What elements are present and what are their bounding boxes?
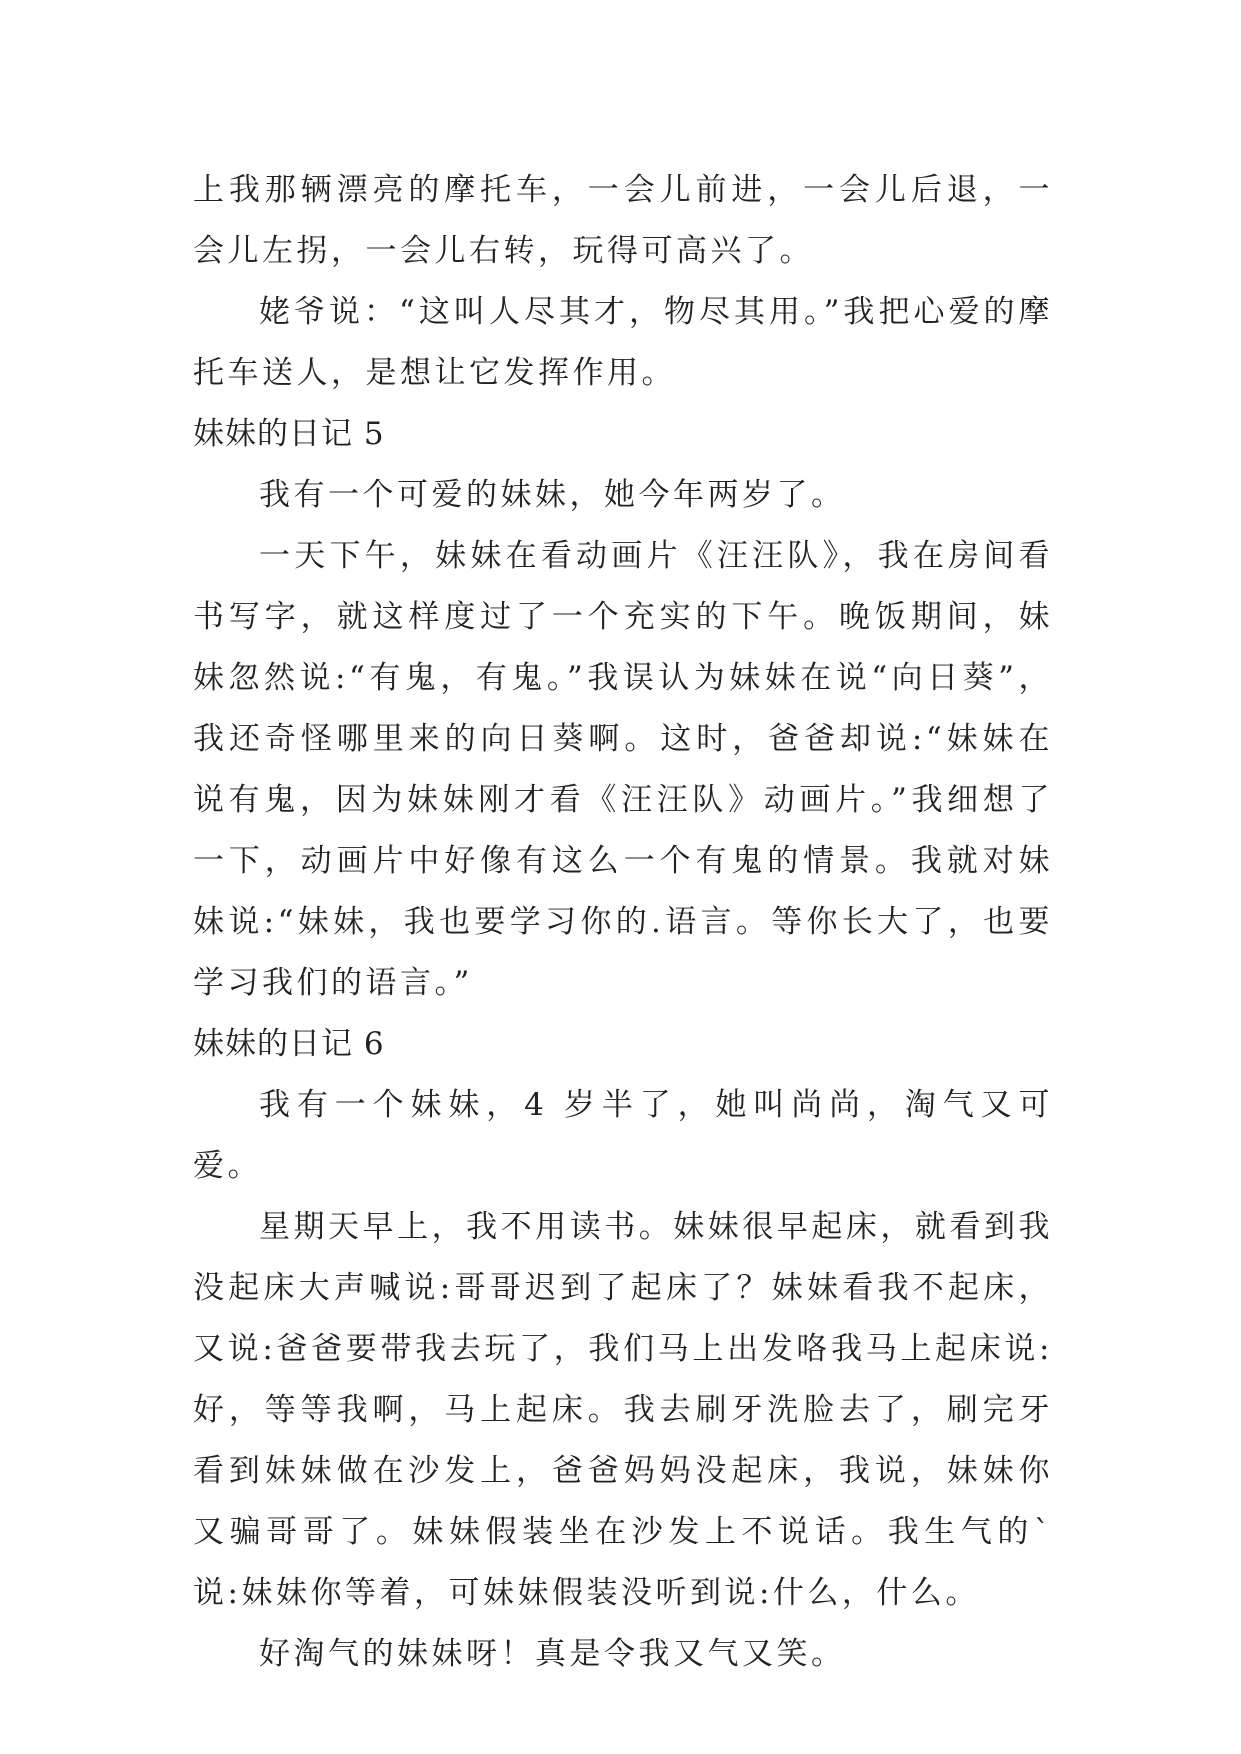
paragraph-conclusion: 好淘气的妹妹呀！真是令我又气又笑。 — [259, 1636, 846, 1672]
diary-heading-5: 妹妹的日记 5 — [193, 416, 385, 452]
paragraph-continued: 上我那辆漂亮的摩托车，一会儿前进，一会儿后退，一会儿左拐，一会儿右转，玩得可高兴了。 — [193, 172, 1053, 269]
diary-heading-6: 妹妹的日记 6 — [193, 1026, 385, 1062]
paragraph-cartoon-story: 一天下午，妹妹在看动画片《汪汪队》，我在房间看书写字，就这样度过了一个充实的下午。晚饭期间，妹妹忽然说:“有鬼，有鬼。”我误认为妹妹在说“向日葵”，我还奇怪哪里来的向日葵啊。这时，爸爸却说:“妹妹在说有鬼，因为妹妹刚才看《汪汪队》动画片。”我细想了一下，动画片中好像有这么一个有鬼的情景。我就对妹妹说:“妹妹，我也要学习你的.语言。等你长大了，也要学习我们的语言。” — [193, 538, 1053, 1001]
paragraph-grandpa-quote: 姥爷说：“这叫人尽其才，物尽其用。”我把心爱的摩托车送人，是想让它发挥作用。 — [193, 294, 1053, 391]
paragraph-sister-intro-5: 我有一个可爱的妹妹，她今年两岁了。 — [259, 477, 846, 513]
paragraph-sister-intro-6: 我有一个妹妹，4 岁半了，她叫尚尚，淘气又可爱。 — [193, 1087, 1053, 1184]
paragraph-sunday-morning: 星期天早上，我不用读书。妹妹很早起床，就看到我没起床大声喊说:哥哥迟到了起床了？妹妹看我不起床，又说:爸爸要带我去玩了，我们马上出发咯我马上起床说:好，等等我啊，马上起床。我去刷牙洗脸去了，刷完牙看到妹妹做在沙发上，爸爸妈妈没起床，我说，妹妹你又骗哥哥了。妹妹假装坐在沙发上不说话。我生气的`说:妹妹你等着，可妹妹假装没听到说:什么，什么。 — [193, 1209, 1053, 1611]
document-body — [193, 160, 1053, 1685]
